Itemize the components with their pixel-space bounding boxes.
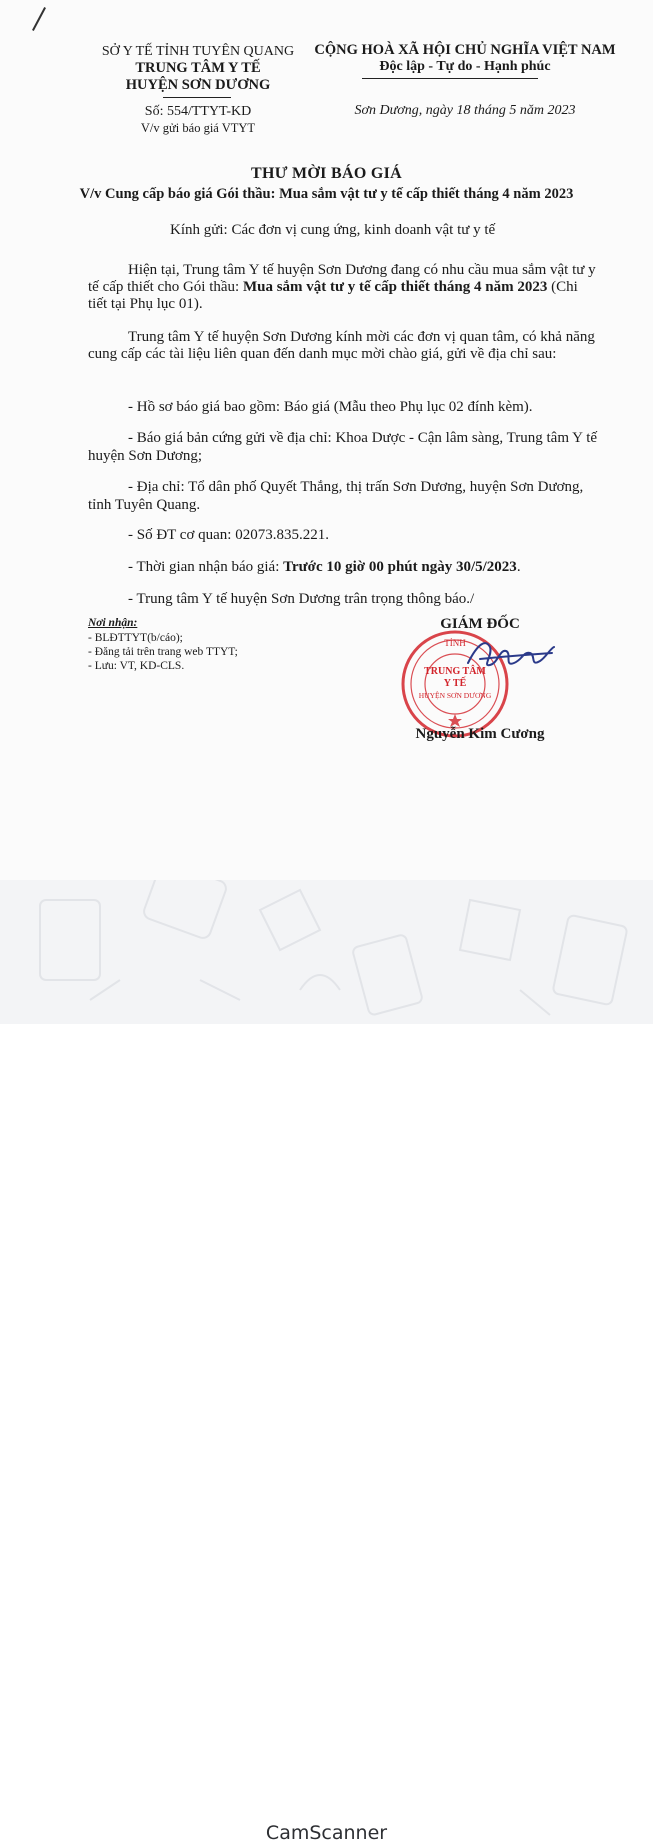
recipient-item: - Lưu: VT, KD-CLS.: [88, 660, 185, 672]
handwritten-signature: [460, 633, 560, 678]
stamp-text-2: Y TẾ: [443, 678, 467, 689]
paragraph-1-text: Hiện tại, Trung tâm Y tế huyện Sơn Dương đang có nhu cầu mua sắm vật tư y tế cấp thiết cho Gói thầu:: [88, 262, 596, 295]
footer-pattern: [0, 880, 653, 1024]
bullet-closing-text: - Trung tâm Y tế huyện Sơn Dương trân trọng thông báo./: [128, 591, 475, 607]
document-number: Số: 554/TTYT-KD: [144, 104, 252, 119]
document-date: Sơn Dương, ngày 18 tháng 5 năm 2023: [354, 103, 576, 118]
signer-name: Nguyễn Kim Cương: [415, 726, 545, 742]
document-subject: V/v Cung cấp báo giá Gói thầu: Mua sắm vật tư y tế cấp thiết tháng 4 năm 2023: [79, 186, 574, 202]
scanner-footer: [0, 880, 653, 1844]
deadline-value: Trước 10 giờ 00 phút ngày 30/5/2023: [283, 559, 517, 575]
left-header-rule: [163, 97, 231, 98]
bullet-dossier-text: - Hồ sơ báo giá bao gồm: Báo giá (Mẫu theo Phụ lục 02 đính kèm).: [128, 399, 533, 415]
paragraph-2-text: Trung tâm Y tế huyện Sơn Dương kính mời các đơn vị quan tâm, có khả năng cung cấp các tài liệu liên quan đến danh mục mời chào giá, gửi về địa chỉ sau:: [88, 329, 595, 362]
deadline-suffix: .: [516, 559, 521, 575]
document-page: [0, 0, 653, 880]
right-header-rule: [362, 78, 538, 79]
bullet-phone-text: - Số ĐT cơ quan: 02073.835.221.: [128, 527, 329, 543]
bullet-hardcopy: [88, 429, 598, 465]
bullet-dossier: [88, 398, 598, 416]
greeting: Kính gửi: Các đơn vị cung ứng, kinh doanh vật tư y tế: [170, 222, 496, 238]
document-title: THƯ MỜI BÁO GIÁ: [250, 165, 403, 182]
pen-mark: [32, 7, 46, 31]
bullet-address-text: - Địa chỉ: Tổ dân phố Quyết Thắng, thị trấn Sơn Dương, huyện Sơn Dương, tỉnh Tuyên Quang.: [88, 479, 584, 513]
national-motto: Độc lập - Tự do - Hạnh phúc: [379, 59, 551, 74]
bullet-deadline: [88, 558, 598, 576]
stamp-top-text: TỈNH: [444, 638, 466, 648]
district-name: HUYỆN SƠN DƯƠNG: [125, 77, 271, 93]
bullet-hardcopy-text: - Báo giá bản cứng gửi về địa chỉ: Khoa Dược - Cận lâm sàng, Trung tâm Y tế huyện Sơn Dương;: [88, 430, 598, 464]
recipients-label: Nơi nhận:: [88, 617, 138, 629]
camscanner-brand: CamScanner: [265, 1822, 388, 1844]
signer-position: GIÁM ĐỐC: [440, 616, 520, 632]
paragraph-1: [88, 262, 598, 313]
recipient-item: - BLĐTTYT(b/cáo);: [88, 632, 183, 644]
package-name: Mua sắm vật tư y tế cấp thiết tháng 4 năm 2023: [242, 279, 548, 295]
stamp-text-3: HUYỆN SƠN DƯƠNG: [418, 691, 492, 700]
stamp-text-1: TRUNG TÂM: [424, 666, 486, 677]
department-name: SỞ Y TẾ TỈNH TUYÊN QUANG: [101, 44, 295, 59]
paragraph-1-end: (Chi tiết tại Phụ lục 01).: [88, 279, 578, 312]
bullet-phone: [88, 526, 598, 544]
country-name: CỘNG HOÀ XÃ HỘI CHỦ NGHĨA VIỆT NAM: [314, 42, 616, 58]
recipient-item: - Đăng tải trên trang web TTYT;: [88, 646, 238, 658]
bullet-deadline-text: - Thời gian nhận báo giá:: [128, 559, 284, 575]
center-name: TRUNG TÂM Y TẾ: [135, 60, 261, 76]
paragraph-2: [88, 329, 598, 363]
bullet-address: [88, 478, 598, 514]
document-subject-short: V/v gửi báo giá VTYT: [140, 121, 256, 135]
bullet-closing: [88, 590, 598, 608]
